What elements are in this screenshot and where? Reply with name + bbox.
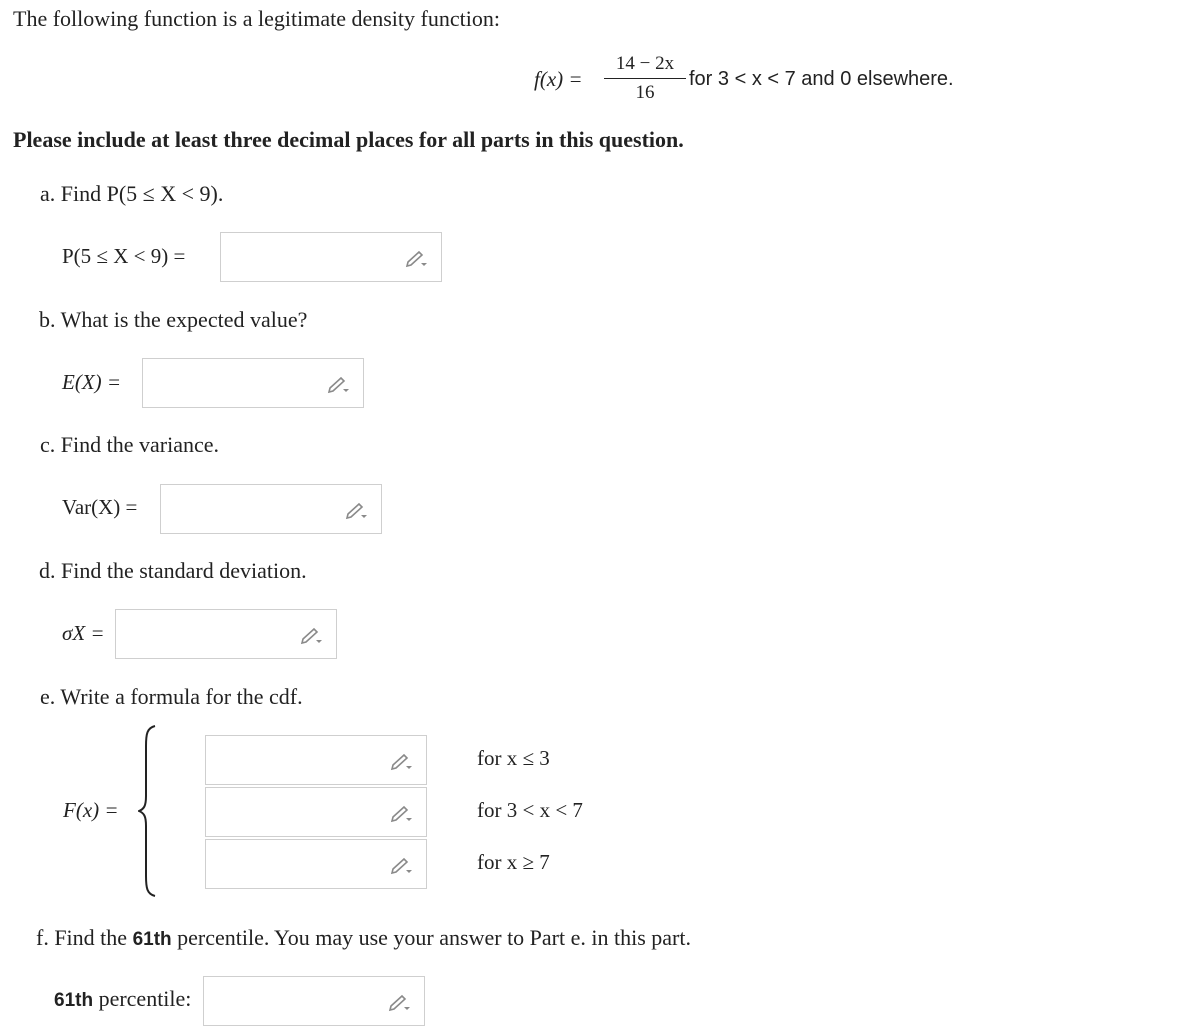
fraction-bar [604, 78, 686, 79]
pencil-icon[interactable] [345, 500, 369, 520]
intro-text: The following function is a legitimate density function: [13, 6, 500, 31]
pencil-icon[interactable] [327, 374, 351, 394]
part-f-label-rest: percentile: [98, 986, 192, 1011]
part-a-answer-input[interactable] [220, 232, 442, 282]
part-e-answer-input-3[interactable] [205, 839, 427, 889]
part-b-question: b. What is the expected value? [39, 307, 308, 332]
part-e-question: e. Write a formula for the cdf. [40, 684, 303, 709]
part-f-question-post: percentile. You may use your answer to Part e. in this part. [177, 925, 691, 950]
part-c-answer-input[interactable] [160, 484, 382, 534]
pencil-icon[interactable] [388, 992, 412, 1012]
cdf-condition-2: for 3 < x < 7 [477, 798, 583, 822]
pencil-icon[interactable] [300, 625, 324, 645]
part-b-answer-input[interactable] [142, 358, 364, 408]
density-condition: for 3 < x < 7 and 0 elsewhere. [689, 68, 954, 90]
left-brace [138, 724, 158, 898]
part-f-question-pre: f. Find the [36, 925, 128, 950]
density-denominator: 16 [635, 82, 655, 103]
part-c-label: Var(X) = [62, 495, 138, 519]
part-e-label: F(x) = [63, 798, 119, 822]
cdf-condition-3: for x ≥ 7 [477, 850, 550, 874]
part-a-question: a. Find P(5 ≤ X < 9). [40, 181, 224, 206]
pencil-icon[interactable] [405, 248, 429, 268]
density-fraction [604, 53, 686, 104]
part-e-answer-input-1[interactable] [205, 735, 427, 785]
part-c-question: c. Find the variance. [40, 432, 219, 457]
pencil-icon[interactable] [390, 855, 414, 875]
part-d-answer-input[interactable] [115, 609, 337, 659]
pencil-icon[interactable] [390, 751, 414, 771]
part-f-label [54, 986, 191, 1012]
part-e-answer-input-2[interactable] [205, 787, 427, 837]
part-a-label: P(5 ≤ X < 9) = [62, 244, 186, 268]
part-d-question: d. Find the standard deviation. [39, 558, 307, 583]
instruction-text: Please include at least three decimal places for all parts in this question. [13, 127, 684, 152]
cdf-condition-1: for x ≤ 3 [477, 746, 550, 770]
part-b-label: E(X) = [62, 370, 122, 394]
density-numerator: 14 − 2x [615, 53, 675, 74]
part-f-question-bold: 61th [132, 929, 172, 950]
part-f-label-bold: 61th [54, 990, 94, 1011]
pencil-icon[interactable] [390, 803, 414, 823]
density-lhs: f(x) = [534, 67, 583, 91]
part-f-question [36, 925, 691, 951]
part-d-label: σX = [62, 621, 105, 645]
part-f-answer-input[interactable] [203, 976, 425, 1026]
